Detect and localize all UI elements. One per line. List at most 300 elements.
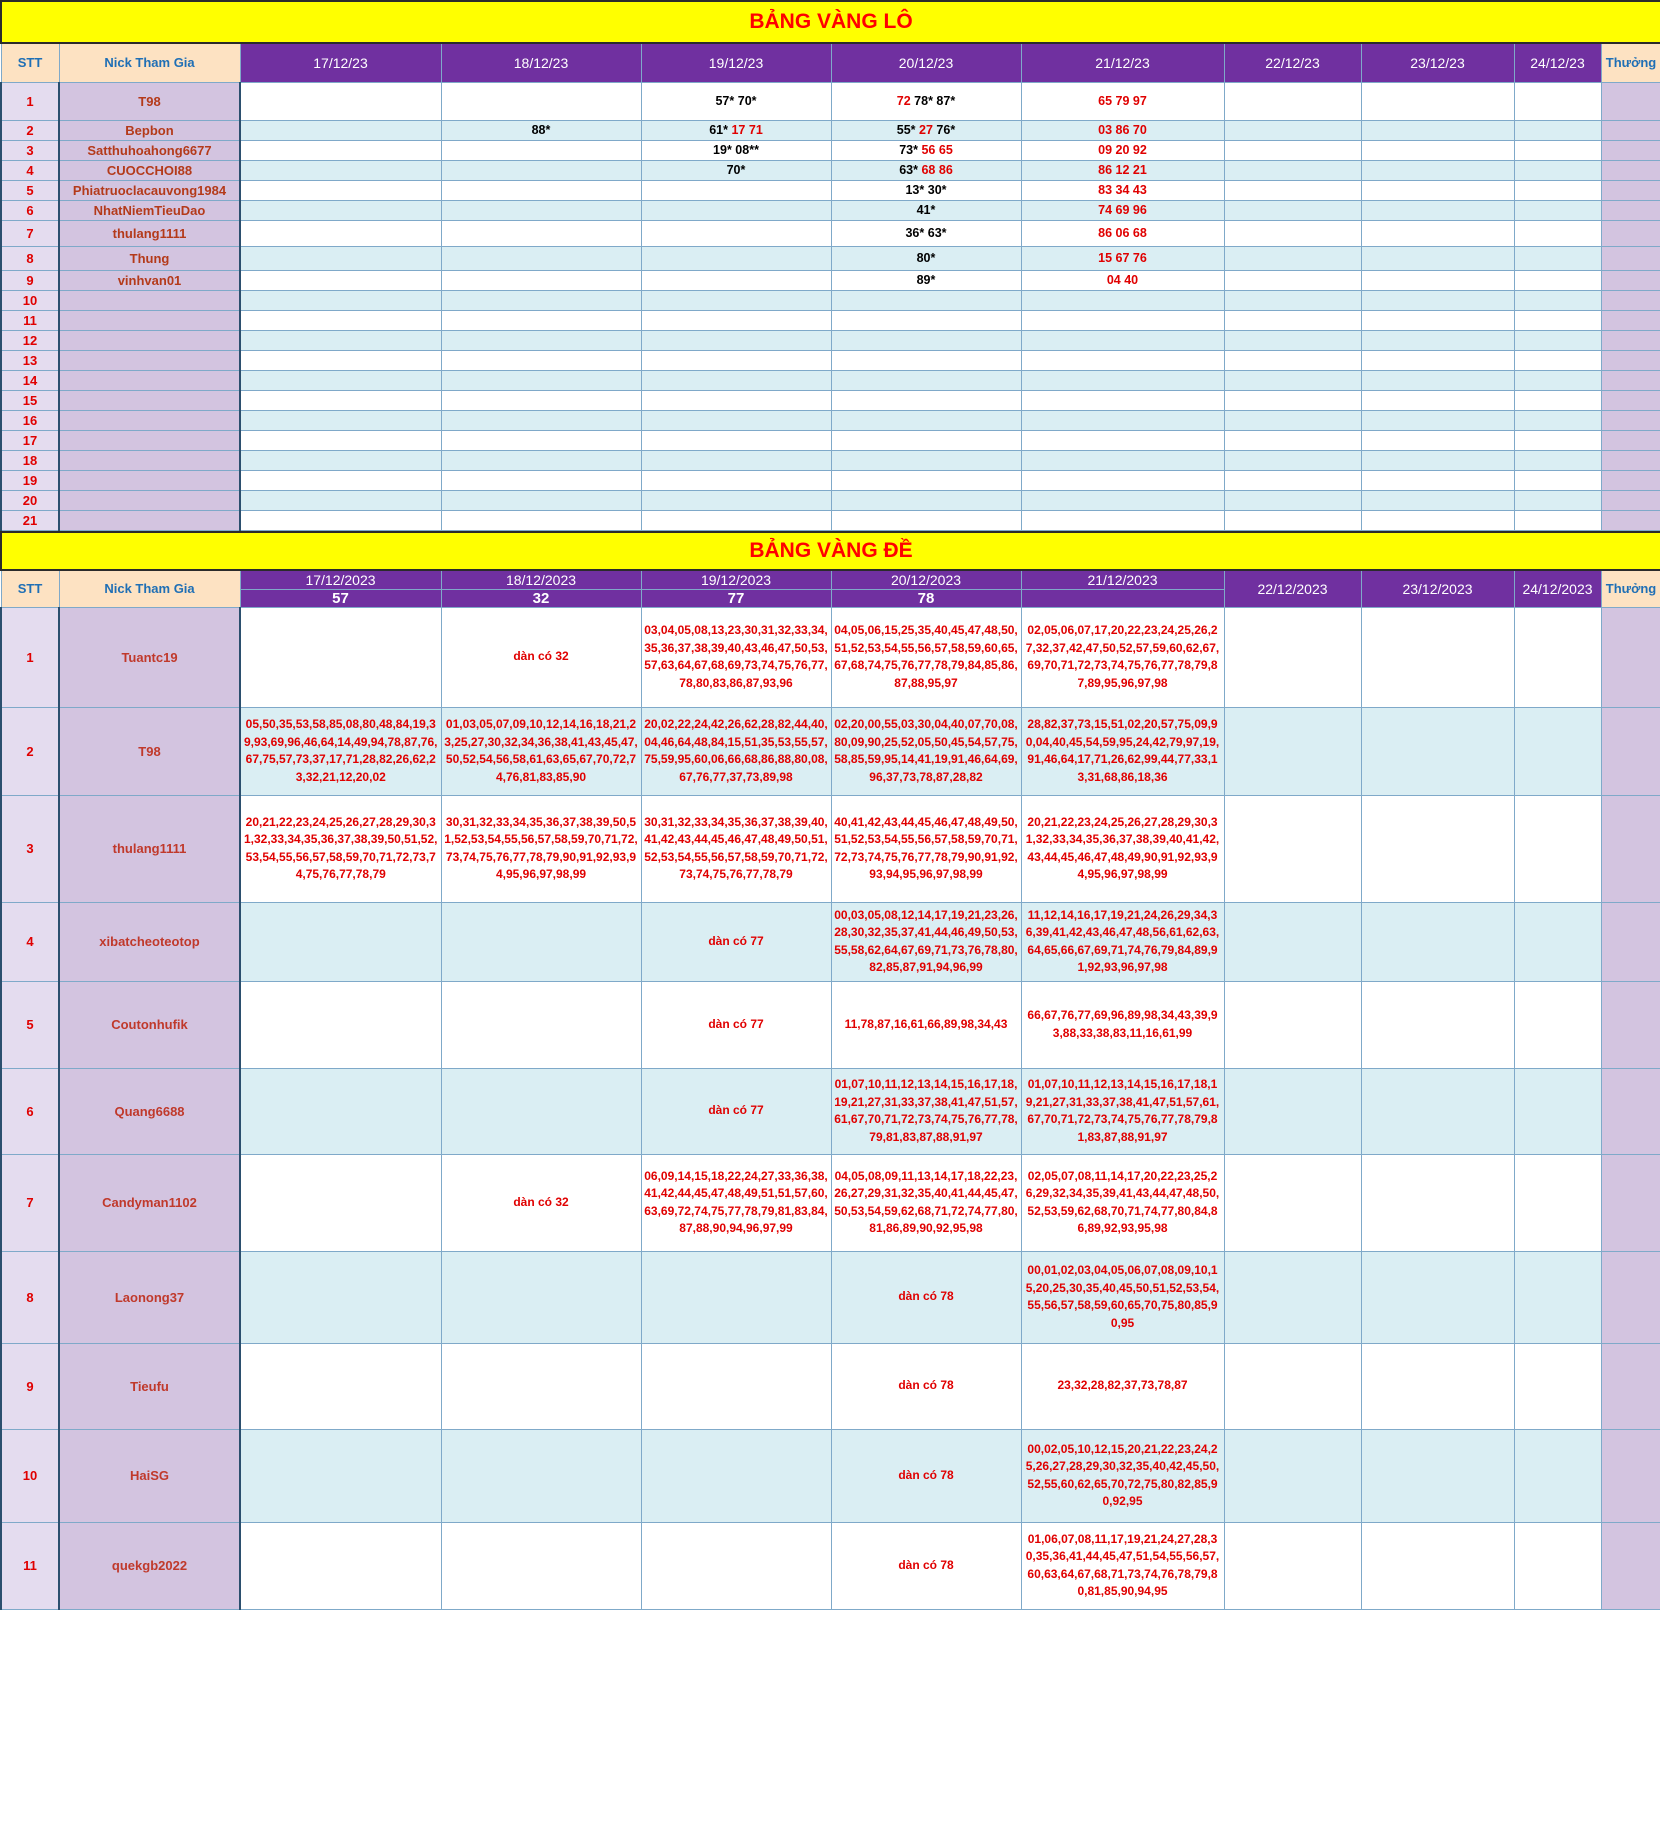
- bet-cell[interactable]: [641, 160, 831, 180]
- bet-cell[interactable]: [441, 430, 641, 450]
- bet-cell[interactable]: [1514, 82, 1601, 120]
- bet-cell[interactable]: [1224, 82, 1361, 120]
- bet-cell[interactable]: [441, 1522, 641, 1609]
- bet-cell[interactable]: [1224, 1154, 1361, 1251]
- bet-cell[interactable]: dàn có 77: [641, 902, 831, 981]
- nick-name: thulang1111: [59, 795, 240, 902]
- bet-cell[interactable]: [1021, 450, 1224, 470]
- bet-cell[interactable]: [240, 430, 441, 450]
- reward-cell: [1601, 1251, 1660, 1343]
- bet-cell[interactable]: [1514, 370, 1601, 390]
- bet-cell[interactable]: [1514, 430, 1601, 450]
- bet-cell[interactable]: [1361, 1522, 1514, 1609]
- bet-cell[interactable]: [441, 390, 641, 410]
- bet-cell[interactable]: [1021, 220, 1224, 246]
- bet-cell[interactable]: [441, 270, 641, 290]
- bet-cell[interactable]: [641, 82, 831, 120]
- reward-cell: [1601, 290, 1660, 310]
- bet-cell[interactable]: [240, 350, 441, 370]
- bet-cell[interactable]: [831, 82, 1021, 120]
- date-header: 22/12/23: [1224, 43, 1361, 82]
- bet-cell[interactable]: [641, 180, 831, 200]
- bet-cell[interactable]: [1361, 1429, 1514, 1522]
- lo-number: 87*: [932, 93, 956, 108]
- bet-cell[interactable]: [441, 180, 641, 200]
- row-number: 19: [1, 470, 59, 490]
- bet-cell[interactable]: [641, 290, 831, 310]
- bet-cell[interactable]: [240, 902, 441, 981]
- bet-cell[interactable]: [441, 510, 641, 530]
- bet-cell[interactable]: [441, 370, 641, 390]
- bet-cell[interactable]: [831, 350, 1021, 370]
- bet-cell[interactable]: 11,78,87,16,61,66,89,98,34,43: [831, 981, 1021, 1068]
- bet-cell[interactable]: [831, 160, 1021, 180]
- bet-cell[interactable]: [831, 490, 1021, 510]
- reward-cell: [1601, 270, 1660, 290]
- bet-cell[interactable]: [1224, 430, 1361, 450]
- bet-cell[interactable]: [1361, 1154, 1514, 1251]
- bet-cell[interactable]: [1361, 430, 1514, 450]
- bet-cell[interactable]: [1021, 246, 1224, 270]
- bet-cell[interactable]: [1514, 490, 1601, 510]
- bet-cell[interactable]: [1224, 270, 1361, 290]
- bet-cell[interactable]: [1361, 450, 1514, 470]
- bet-cell[interactable]: [1021, 510, 1224, 530]
- bet-cell[interactable]: [441, 200, 641, 220]
- bet-cell[interactable]: [1224, 981, 1361, 1068]
- bet-cell[interactable]: 30,31,32,33,34,35,36,37,38,39,50,51,52,53,54,55,56,57,58,59,70,71,72,73,74,75,76,77,78,79,90,91,92,93,94,95,96,97,98,99: [441, 795, 641, 902]
- bet-cell[interactable]: [1021, 430, 1224, 450]
- bet-cell[interactable]: 40,41,42,43,44,45,46,47,48,49,50,51,52,53,54,55,56,57,58,59,70,71,72,73,74,75,76,77,78,79,90,91,92,93,94,95,96,97,98,99: [831, 795, 1021, 902]
- bet-cell[interactable]: [1361, 1343, 1514, 1429]
- nick-name: [59, 330, 240, 350]
- bet-cell[interactable]: [1021, 290, 1224, 310]
- bet-cell[interactable]: [1361, 390, 1514, 410]
- bet-cell[interactable]: [1224, 1068, 1361, 1154]
- bet-cell[interactable]: [1224, 1522, 1361, 1609]
- table-row: [1, 1522, 1660, 1609]
- bet-cell[interactable]: [1514, 707, 1601, 795]
- bet-cell[interactable]: [441, 310, 641, 330]
- bet-cell[interactable]: 00,01,02,03,04,05,06,07,08,09,10,15,20,25,30,35,40,45,50,51,52,53,54,55,56,57,58,59,60,65,70,75,80,85,90,95: [1021, 1251, 1224, 1343]
- bet-cell[interactable]: [1514, 140, 1601, 160]
- bet-cell[interactable]: [240, 246, 441, 270]
- bet-cell[interactable]: dàn có 32: [441, 1154, 641, 1251]
- bet-cell[interactable]: [240, 390, 441, 410]
- bet-cell[interactable]: [1361, 140, 1514, 160]
- nick-name: [59, 410, 240, 430]
- lo-number: 76*: [932, 122, 956, 137]
- bet-cell[interactable]: [1514, 270, 1601, 290]
- bet-cell[interactable]: [641, 370, 831, 390]
- bet-cell[interactable]: [831, 450, 1021, 470]
- bet-cell[interactable]: [1514, 510, 1601, 530]
- bet-cell[interactable]: [1514, 246, 1601, 270]
- bet-cell[interactable]: [1224, 246, 1361, 270]
- bet-cell[interactable]: [240, 160, 441, 180]
- bet-cell[interactable]: [1361, 490, 1514, 510]
- bet-cell[interactable]: [641, 140, 831, 160]
- bet-cell[interactable]: [441, 140, 641, 160]
- bet-cell[interactable]: [1514, 795, 1601, 902]
- bet-cell[interactable]: [641, 390, 831, 410]
- bet-cell[interactable]: [1514, 310, 1601, 330]
- bet-cell[interactable]: 20,02,22,24,42,26,62,28,82,44,40,04,46,64,48,84,15,51,35,53,55,57,75,59,95,60,06,66,68,86,88,80,08,67,76,77,37,73,89,98: [641, 707, 831, 795]
- bet-cell[interactable]: [1021, 310, 1224, 330]
- lo-number: 92: [1129, 142, 1147, 157]
- bet-cell[interactable]: [240, 290, 441, 310]
- bet-cell[interactable]: [641, 120, 831, 140]
- lo-number: 57*: [715, 93, 735, 108]
- bet-cell[interactable]: [1021, 200, 1224, 220]
- bet-cell[interactable]: [1361, 795, 1514, 902]
- reward-cell: [1601, 140, 1660, 160]
- bet-cell[interactable]: [831, 470, 1021, 490]
- bet-cell[interactable]: [641, 270, 831, 290]
- bet-cell[interactable]: [1361, 902, 1514, 981]
- bet-cell[interactable]: [1224, 120, 1361, 140]
- bet-cell[interactable]: [1361, 330, 1514, 350]
- bet-cell[interactable]: [441, 160, 641, 180]
- bet-cell[interactable]: [1224, 470, 1361, 490]
- bet-cell[interactable]: [831, 140, 1021, 160]
- bet-cell[interactable]: [1361, 290, 1514, 310]
- bet-cell[interactable]: [641, 1522, 831, 1609]
- bet-cell[interactable]: [1224, 140, 1361, 160]
- bet-cell[interactable]: [831, 180, 1021, 200]
- bet-cell[interactable]: [240, 981, 441, 1068]
- bet-cell[interactable]: [1021, 330, 1224, 350]
- bet-cell[interactable]: [1361, 1251, 1514, 1343]
- bet-cell[interactable]: 28,82,37,73,15,51,02,20,57,75,09,90,04,40,45,54,59,95,24,42,79,97,19,91,46,64,17,71,26,62,99,44,77,33,13,31,68,86,18,36: [1021, 707, 1224, 795]
- bet-cell[interactable]: [1021, 82, 1224, 120]
- bet-cell[interactable]: [441, 120, 641, 140]
- bet-cell[interactable]: 02,20,00,55,03,30,04,40,07,70,08,80,09,90,25,52,05,50,45,54,57,75,58,85,59,95,14,41,19,91,46,64,69,96,37,73,78,87,28,82: [831, 707, 1021, 795]
- bet-cell[interactable]: [1224, 510, 1361, 530]
- bet-cell[interactable]: [1224, 310, 1361, 330]
- bet-cell[interactable]: 66,67,76,77,69,96,89,98,34,43,39,93,88,33,38,83,11,16,61,99: [1021, 981, 1224, 1068]
- nick-name: Thung: [59, 246, 240, 270]
- lo-number: 86: [1112, 122, 1130, 137]
- bet-cell[interactable]: [831, 290, 1021, 310]
- bet-cell[interactable]: 02,05,07,08,11,14,17,20,22,23,25,26,29,32,34,35,39,41,43,44,47,48,50,52,53,59,62,68,70,71,74,77,80,84,86,89,92,93,95,98: [1021, 1154, 1224, 1251]
- table-row: [1, 1068, 1660, 1154]
- bet-cell[interactable]: [1021, 490, 1224, 510]
- bet-cell[interactable]: [1514, 390, 1601, 410]
- bet-cell[interactable]: [1361, 82, 1514, 120]
- bet-cell[interactable]: [1514, 1251, 1601, 1343]
- bet-cell[interactable]: [240, 310, 441, 330]
- bet-cell[interactable]: dàn có 78: [831, 1429, 1021, 1522]
- bet-cell[interactable]: [1224, 200, 1361, 220]
- bet-cell[interactable]: [240, 1343, 441, 1429]
- bet-cell[interactable]: [240, 370, 441, 390]
- bet-cell[interactable]: [831, 246, 1021, 270]
- bet-cell[interactable]: [240, 607, 441, 707]
- bet-cell[interactable]: [1514, 160, 1601, 180]
- bet-cell[interactable]: [441, 1251, 641, 1343]
- bet-cell[interactable]: [641, 490, 831, 510]
- lo-number: 12: [1112, 162, 1130, 177]
- bet-cell[interactable]: [641, 470, 831, 490]
- bet-cell[interactable]: [240, 450, 441, 470]
- bet-cell[interactable]: [641, 430, 831, 450]
- bet-cell[interactable]: [1514, 220, 1601, 246]
- table-row: [1, 180, 1660, 200]
- bet-cell[interactable]: [1224, 220, 1361, 246]
- bet-cell[interactable]: [240, 1068, 441, 1154]
- lo-number: 89*: [916, 272, 936, 287]
- bet-cell[interactable]: [441, 1429, 641, 1522]
- de-title: BẢNG VÀNG ĐỀ: [1, 532, 1660, 570]
- bet-cell[interactable]: dàn có 78: [831, 1251, 1021, 1343]
- table-row: [1, 490, 1660, 510]
- bet-cell[interactable]: 30,31,32,33,34,35,36,37,38,39,40,41,42,43,44,45,46,47,48,49,50,51,52,53,54,55,56,57,58,59,70,71,72,73,74,75,76,77,78,79: [641, 795, 831, 902]
- bet-cell[interactable]: [1514, 180, 1601, 200]
- bet-cell[interactable]: [831, 330, 1021, 350]
- bet-cell[interactable]: 02,05,06,07,17,20,22,23,24,25,26,27,32,37,42,47,50,52,57,59,60,62,67,69,70,71,72,73,74,75,76,77,78,79,87,89,95,96,97,98: [1021, 607, 1224, 707]
- lo-number: 17: [728, 122, 746, 137]
- bet-cell[interactable]: [1224, 290, 1361, 310]
- bet-cell[interactable]: 00,03,05,08,12,14,17,19,21,23,26,28,30,32,35,37,41,44,46,49,50,53,55,58,62,64,67,69,71,73,76,78,80,82,85,87,91,94,96,99: [831, 902, 1021, 981]
- bet-cell[interactable]: [240, 1251, 441, 1343]
- bet-cell[interactable]: [1514, 902, 1601, 981]
- lo-number: 76: [1129, 250, 1147, 265]
- bet-cell[interactable]: [1224, 350, 1361, 370]
- bet-cell[interactable]: [831, 270, 1021, 290]
- bet-cell[interactable]: [641, 200, 831, 220]
- date-header: 23/12/23: [1361, 43, 1514, 82]
- bet-cell[interactable]: [1361, 707, 1514, 795]
- bet-cell[interactable]: [240, 490, 441, 510]
- bet-cell[interactable]: [441, 330, 641, 350]
- row-number: 1: [1, 82, 59, 120]
- bet-cell[interactable]: dàn có 77: [641, 981, 831, 1068]
- bet-cell[interactable]: [240, 270, 441, 290]
- bet-cell[interactable]: [240, 200, 441, 220]
- bet-cell[interactable]: [831, 510, 1021, 530]
- bet-cell[interactable]: [240, 1154, 441, 1251]
- bet-cell[interactable]: [240, 140, 441, 160]
- bet-cell[interactable]: 04,05,06,15,25,35,40,45,47,48,50,51,52,53,54,55,56,57,58,59,60,65,67,68,74,75,76,77,78,79,84,85,86,87,88,95,97: [831, 607, 1021, 707]
- bet-cell[interactable]: dàn có 77: [641, 1068, 831, 1154]
- bet-cell[interactable]: [1514, 330, 1601, 350]
- bet-cell[interactable]: [1514, 607, 1601, 707]
- bet-cell[interactable]: [1361, 1068, 1514, 1154]
- bet-cell[interactable]: [1224, 1251, 1361, 1343]
- bet-cell[interactable]: [1514, 1068, 1601, 1154]
- bet-cell[interactable]: [441, 220, 641, 246]
- bet-cell[interactable]: [441, 82, 641, 120]
- bet-cell[interactable]: 01,03,05,07,09,10,12,14,16,18,21,23,25,27,30,32,34,36,38,41,43,45,47,50,52,54,56,58,61,63,65,67,70,72,74,76,81,83,85,90: [441, 707, 641, 795]
- bet-cell[interactable]: [641, 1251, 831, 1343]
- bet-cell[interactable]: [641, 350, 831, 370]
- bet-cell[interactable]: [1361, 220, 1514, 246]
- bet-cell[interactable]: [1224, 707, 1361, 795]
- result-number: 78: [831, 589, 1021, 607]
- bet-cell[interactable]: 20,21,22,23,24,25,26,27,28,29,30,31,32,33,34,35,36,37,38,39,50,51,52,53,54,55,56,57,58,59,70,71,72,73,74,75,76,77,78,79: [240, 795, 441, 902]
- table-row: [1, 290, 1660, 310]
- bet-cell[interactable]: [240, 1429, 441, 1522]
- bet-cell[interactable]: [1224, 607, 1361, 707]
- bet-cell[interactable]: [641, 450, 831, 470]
- bet-cell[interactable]: 20,21,22,23,24,25,26,27,28,29,30,31,32,33,34,35,36,37,38,39,40,41,42,43,44,45,46,47,48,49,90,91,92,93,94,95,96,97,98,99: [1021, 795, 1224, 902]
- bet-cell[interactable]: [1021, 350, 1224, 370]
- bet-cell[interactable]: [441, 290, 641, 310]
- bet-cell[interactable]: [1361, 981, 1514, 1068]
- bet-cell[interactable]: [1514, 1429, 1601, 1522]
- bet-cell[interactable]: [641, 1429, 831, 1522]
- bet-cell[interactable]: 11,12,14,16,17,19,21,24,26,29,34,36,39,41,42,43,46,47,48,56,61,62,63,64,65,66,67,69,71,74,76,79,84,89,91,92,93,96,97,98: [1021, 902, 1224, 981]
- bet-cell[interactable]: [441, 981, 641, 1068]
- bet-cell[interactable]: dàn có 78: [831, 1522, 1021, 1609]
- bet-cell[interactable]: [441, 1343, 641, 1429]
- table-row: [1, 510, 1660, 530]
- bet-cell[interactable]: 01,07,10,11,12,13,14,15,16,17,18,19,21,27,31,33,37,38,41,47,51,57,61,67,70,71,72,73,74,75,76,77,78,79,81,83,87,88,91,97: [1021, 1068, 1224, 1154]
- bet-cell[interactable]: [1514, 981, 1601, 1068]
- lo-number: 13*: [905, 182, 925, 197]
- bet-cell[interactable]: [1224, 330, 1361, 350]
- bet-cell[interactable]: [1361, 607, 1514, 707]
- bet-cell[interactable]: [831, 430, 1021, 450]
- bet-cell[interactable]: [1224, 902, 1361, 981]
- bet-cell[interactable]: [1361, 510, 1514, 530]
- bet-cell[interactable]: [1514, 410, 1601, 430]
- bet-cell[interactable]: [1021, 120, 1224, 140]
- bet-cell[interactable]: [1224, 180, 1361, 200]
- bet-cell[interactable]: [1021, 470, 1224, 490]
- bet-cell[interactable]: [641, 1343, 831, 1429]
- date-header: 17/12/2023: [240, 570, 441, 590]
- bet-cell[interactable]: [1224, 450, 1361, 470]
- bet-cell[interactable]: [1514, 200, 1601, 220]
- bet-cell[interactable]: [641, 330, 831, 350]
- bet-cell[interactable]: [1224, 370, 1361, 390]
- reward-cell: [1601, 470, 1660, 490]
- bet-cell[interactable]: [1361, 120, 1514, 140]
- bet-cell[interactable]: [831, 390, 1021, 410]
- bet-cell[interactable]: [441, 470, 641, 490]
- bet-cell[interactable]: [1514, 1522, 1601, 1609]
- bet-cell[interactable]: [1021, 370, 1224, 390]
- bet-cell[interactable]: [1021, 180, 1224, 200]
- lo-number: 08**: [731, 142, 759, 157]
- bet-cell[interactable]: [441, 350, 641, 370]
- bet-cell[interactable]: [240, 470, 441, 490]
- lo-number: 70*: [734, 93, 757, 108]
- bet-cell[interactable]: [240, 330, 441, 350]
- table-row: [1, 370, 1660, 390]
- bet-cell[interactable]: [240, 220, 441, 246]
- bet-cell[interactable]: [1361, 310, 1514, 330]
- bet-cell[interactable]: [1224, 410, 1361, 430]
- bet-cell[interactable]: [831, 310, 1021, 330]
- bet-cell[interactable]: [240, 82, 441, 120]
- nick-name: T98: [59, 82, 240, 120]
- bet-cell[interactable]: [1224, 1429, 1361, 1522]
- bet-cell[interactable]: [1514, 290, 1601, 310]
- bet-cell[interactable]: [831, 200, 1021, 220]
- reward-cell: [1601, 430, 1660, 450]
- bet-cell[interactable]: [831, 220, 1021, 246]
- bet-cell[interactable]: 23,32,28,82,37,73,78,87: [1021, 1343, 1224, 1429]
- bet-cell[interactable]: [1361, 470, 1514, 490]
- bet-cell[interactable]: [240, 510, 441, 530]
- bet-cell[interactable]: [1224, 1343, 1361, 1429]
- bet-cell[interactable]: [1514, 470, 1601, 490]
- bet-cell[interactable]: [441, 410, 641, 430]
- bet-cell[interactable]: [240, 1522, 441, 1609]
- bet-cell[interactable]: [641, 310, 831, 330]
- bet-cell[interactable]: [1361, 410, 1514, 430]
- bet-cell[interactable]: [831, 410, 1021, 430]
- nick-name: quekgb2022: [59, 1522, 240, 1609]
- bet-cell[interactable]: dàn có 78: [831, 1343, 1021, 1429]
- bet-cell[interactable]: [441, 246, 641, 270]
- bet-cell[interactable]: [441, 490, 641, 510]
- bet-cell[interactable]: [1021, 270, 1224, 290]
- bet-cell[interactable]: [1514, 120, 1601, 140]
- bet-cell[interactable]: [831, 120, 1021, 140]
- bet-cell[interactable]: [1361, 160, 1514, 180]
- nick-name: Bepbon: [59, 120, 240, 140]
- bet-cell[interactable]: [1021, 160, 1224, 180]
- bet-cell[interactable]: [1361, 350, 1514, 370]
- bet-cell[interactable]: 01,06,07,08,11,17,19,21,24,27,28,30,35,36,41,44,45,47,51,54,55,56,57,60,63,64,67,68,71,73,74,76,78,79,80,81,85,90,94,95: [1021, 1522, 1224, 1609]
- bet-cell[interactable]: [441, 902, 641, 981]
- bet-cell[interactable]: [1514, 1154, 1601, 1251]
- bet-cell[interactable]: 01,07,10,11,12,13,14,15,16,17,18,19,21,27,31,33,37,38,41,47,51,57,61,67,70,71,72,73,74,75,76,77,78,79,81,83,87,88,91,97: [831, 1068, 1021, 1154]
- bet-cell[interactable]: [1021, 390, 1224, 410]
- bet-cell[interactable]: [1514, 450, 1601, 470]
- table-row: [1, 410, 1660, 430]
- bet-cell[interactable]: 00,02,05,10,12,15,20,21,22,23,24,25,26,27,28,29,30,32,35,40,42,45,50,52,55,60,62,65,70,72,75,80,82,85,90,92,95: [1021, 1429, 1224, 1522]
- bet-cell[interactable]: [1514, 1343, 1601, 1429]
- bet-cell[interactable]: [240, 410, 441, 430]
- bet-cell[interactable]: [240, 120, 441, 140]
- bet-cell[interactable]: [641, 220, 831, 246]
- bet-cell[interactable]: [641, 510, 831, 530]
- lo-number: 36*: [905, 225, 925, 240]
- lo-number: 97: [1129, 93, 1147, 108]
- bet-cell[interactable]: [1361, 270, 1514, 290]
- bet-cell[interactable]: [1224, 390, 1361, 410]
- bet-cell[interactable]: [1224, 490, 1361, 510]
- bet-cell[interactable]: [1361, 200, 1514, 220]
- bet-cell[interactable]: [831, 370, 1021, 390]
- bet-cell[interactable]: [1224, 795, 1361, 902]
- bet-cell[interactable]: [441, 1068, 641, 1154]
- bet-cell[interactable]: 06,09,14,15,18,22,24,27,33,36,38,41,42,44,45,47,48,49,51,51,57,60,63,69,72,74,75,77,78,79,81,83,84,87,88,90,94,96,97,99: [641, 1154, 831, 1251]
- bet-cell[interactable]: [1361, 370, 1514, 390]
- bet-cell[interactable]: [641, 246, 831, 270]
- bet-cell[interactable]: 04,05,08,09,11,13,14,17,18,22,23,26,27,29,31,32,35,40,41,44,45,47,50,53,54,59,62,68,71,72,74,77,80,81,86,89,90,92,95,98: [831, 1154, 1021, 1251]
- reward-cell: [1601, 795, 1660, 902]
- bet-cell[interactable]: [1361, 180, 1514, 200]
- bet-cell[interactable]: [441, 450, 641, 470]
- bet-cell[interactable]: [1361, 246, 1514, 270]
- bet-cell[interactable]: 05,50,35,53,58,85,08,80,48,84,19,39,93,69,96,46,64,14,49,94,78,87,76,67,75,57,73,37,17,71,28,82,26,62,23,32,21,12,20,02: [240, 707, 441, 795]
- bet-cell[interactable]: [1021, 410, 1224, 430]
- bet-cell[interactable]: [1021, 140, 1224, 160]
- nick-name: Coutonhufik: [59, 981, 240, 1068]
- bet-cell[interactable]: [1514, 350, 1601, 370]
- bet-cell[interactable]: dàn có 32: [441, 607, 641, 707]
- bet-cell[interactable]: [1224, 160, 1361, 180]
- bet-cell[interactable]: [240, 180, 441, 200]
- bet-cell[interactable]: [641, 410, 831, 430]
- bet-cell[interactable]: 03,04,05,08,13,23,30,31,32,33,34,35,36,37,38,39,40,43,46,47,50,53,57,63,64,67,68,69,73,74,75,76,77,78,80,83,86,87,93,96: [641, 607, 831, 707]
